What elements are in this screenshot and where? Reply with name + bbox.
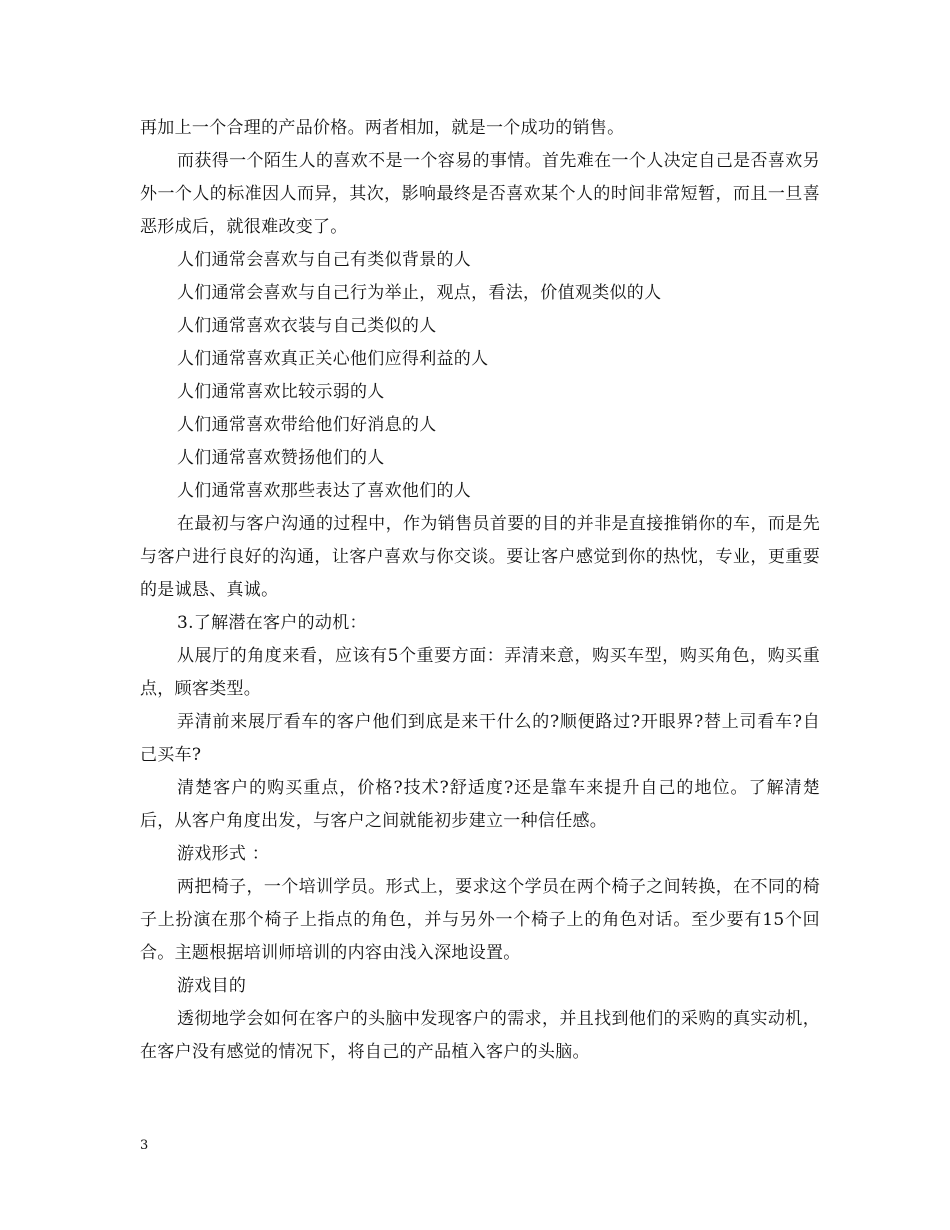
paragraph: 透彻地学会如何在客户的头脑中发现客户的需求，并且找到他们的采购的真实动机，在客户没有感觉的情况下，将自己的产品植入客户的头脑。 bbox=[140, 1009, 820, 1062]
paragraph: 从展厅的角度来看，应该有5个重要方面：弄清来意，购买车型，购买角色，购买重点，顾客类型。 bbox=[140, 646, 820, 699]
paragraph: 清楚客户的购买重点，价格?技术?舒适度?还是靠车来提升自己的地位。了解清楚后，从客户角度出发，与客户之间就能初步建立一种信任感。 bbox=[140, 778, 820, 831]
list-item: 人们通常喜欢比较示弱的人 bbox=[177, 382, 385, 402]
list-item: 人们通常会喜欢与自己行为举止，观点，看法，价值观类似的人 bbox=[177, 283, 662, 303]
paragraph: 两把椅子，一个培训学员。形式上，要求这个学员在两个椅子之间转换，在不同的椅子上扮演在那个椅子上指点的角色，并与另外一个椅子上的角色对话。至少要有15个回合。主题根据培训师培训的内容由浅入深地设置。 bbox=[140, 877, 820, 963]
page-number: 3 bbox=[140, 1138, 149, 1153]
subheading: 游戏形式 ： bbox=[177, 844, 270, 864]
subheading: 游戏目的 bbox=[177, 976, 247, 996]
list-item: 人们通常喜欢那些表达了喜欢他们的人 bbox=[177, 481, 472, 501]
paragraph: 而获得一个陌生人的喜欢不是一个容易的事情。首先难在一个人决定自己是否喜欢另外一个人的标准因人而异，其次，影响最终是否喜欢某个人的时间非常短暂，而且一旦喜恶形成后，就很难改变了。 bbox=[140, 151, 820, 237]
paragraph: 在最初与客户沟通的过程中，作为销售员首要的目的并非是直接推销你的车，而是先与客户进行良好的沟通，让客户喜欢与你交谈。要让客户感觉到你的热忱，专业，更重要的是诚恳、真诚。 bbox=[140, 514, 820, 600]
list-item: 人们通常会喜欢与自己有类似背景的人 bbox=[177, 250, 472, 270]
section-heading: 3.了解潜在客户的动机： bbox=[177, 613, 367, 633]
list-item: 人们通常喜欢赞扬他们的人 bbox=[177, 448, 385, 468]
list-item: 人们通常喜欢衣装与自己类似的人 bbox=[177, 316, 437, 336]
list-item: 人们通常喜欢带给他们好消息的人 bbox=[177, 415, 437, 435]
paragraph: 再加上一个合理的产品价格。两者相加，就是一个成功的销售。 bbox=[140, 118, 625, 138]
list-item: 人们通常喜欢真正关心他们应得利益的人 bbox=[177, 349, 489, 369]
paragraph: 弄清前来展厅看车的客户他们到底是来干什么的?顺便路过?开眼界?替上司看车?自己买车? bbox=[140, 712, 820, 765]
body-text bbox=[140, 112, 820, 1069]
